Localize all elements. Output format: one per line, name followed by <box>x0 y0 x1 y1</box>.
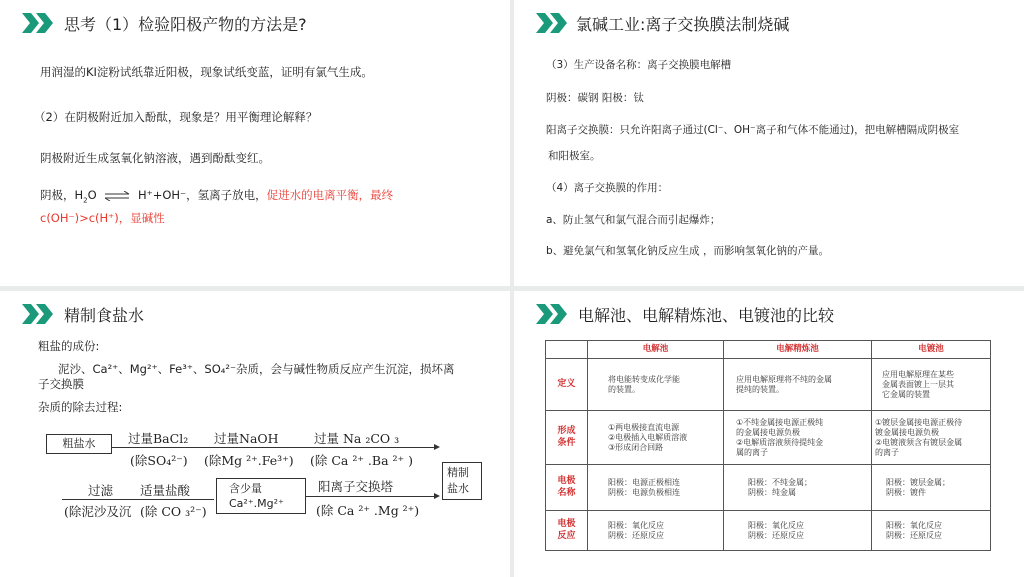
equation-products: H⁺+OH⁻，氢离子放电， <box>138 188 267 202</box>
text-line: （4）离子交换膜的作用： <box>546 182 669 194</box>
arrow-head-icon <box>434 444 440 450</box>
box-label: 精制 <box>447 466 469 479</box>
text-line: 和阳极室。 <box>548 150 601 162</box>
flow-arrow <box>200 447 302 448</box>
answer-text: 用润湿的KI淀粉试纸靠近阳极，现象试纸变蓝，证明有氯气生成。 <box>40 65 373 79</box>
panel-chlor-alkali <box>514 0 1024 286</box>
text-line: a、防止氢气和氯气混合而引起爆炸； <box>546 214 721 226</box>
step-purpose: (除Mg ²⁺.Fe³⁺) <box>204 453 294 468</box>
step-reagent: 过量NaOH <box>214 431 279 446</box>
table-row <box>546 411 991 465</box>
flow-arrow <box>302 447 434 448</box>
intermediate-box <box>216 478 306 514</box>
panel-title: 思考（1）检验阳极产物的方法是? <box>64 15 307 34</box>
text-line: 阴极：碳钢 阳极：钛 <box>546 92 644 104</box>
table-cell: 阳极：镀层金属； 阴极：镀件 <box>872 465 991 511</box>
table-cell: ①两电极接直流电源 ②电极插入电解质溶液 ③形成闭合回路 <box>588 411 724 465</box>
row-header: 定义 <box>546 359 588 411</box>
panel-cell-comparison <box>514 291 1024 577</box>
double-chevron-icon <box>536 13 570 33</box>
panel-title: 氯碱工业:离子交换膜法制烧碱 <box>576 15 790 34</box>
answer-text: 阴极附近生成氢氧化钠溶液，遇到酚酞变红。 <box>40 151 270 165</box>
step-purpose: (除SO₄²⁻) <box>130 453 188 468</box>
flow-arrow <box>306 496 434 497</box>
table-cell: 将电能转变成化学能 的装置。 <box>588 359 724 411</box>
step-reagent: 适量盐酸 <box>140 483 191 498</box>
corner-cell <box>546 341 588 359</box>
table-cell: 阳极：氧化反应 阴极：还原反应 <box>588 511 724 551</box>
table-cell: ①镀层金属接电源正极待 镀金属接电源负极 ②电镀液须含有镀层金属 的离子 <box>872 411 991 465</box>
row-header: 电极 名称 <box>546 465 588 511</box>
subscript: 2 <box>83 196 88 205</box>
row-header: 电极 反应 <box>546 511 588 551</box>
equation-o: O <box>87 188 97 202</box>
text-line: （3）生产设备名称：离子交换膜电解槽 <box>546 59 732 71</box>
step-reagent: 过滤 <box>88 483 114 498</box>
table-cell: 应用电解原理在某些 金属表面镀上一层其 它金属的装置 <box>872 359 991 411</box>
box-label: 盐水 <box>447 482 469 495</box>
double-chevron-icon <box>22 13 56 33</box>
panel-title: 电解池、电解精炼池、电镀池的比较 <box>578 306 835 325</box>
highlight-text: 促进水的电离平衡，最终 <box>266 188 394 202</box>
panel-brine-purification <box>0 291 510 577</box>
text-line: 粗盐的成份: <box>38 339 100 353</box>
step-reagent: 阳离子交换塔 <box>318 479 394 494</box>
column-header: 电解精炼池 <box>724 341 872 359</box>
table-row <box>546 511 991 551</box>
text-line: 子交换膜 <box>38 377 84 391</box>
refined-brine-box <box>442 462 482 500</box>
question-text: （2）在阴极附近加入酚酞，现象是？用平衡理论解释？ <box>34 110 318 124</box>
double-chevron-icon <box>22 304 56 324</box>
step-reagent: 过量BaCl₂ <box>128 431 189 446</box>
table-row <box>546 465 991 511</box>
row-header: 形成 条件 <box>546 411 588 465</box>
step-purpose: (除 Ca ²⁺ .Mg ²⁺) <box>316 503 420 518</box>
text-line: 泥沙、Ca²⁺、Mg²⁺、Fe³⁺、SO₄²⁻杂质，会与碱性物质反应产生沉淀，损坏离 <box>58 362 455 376</box>
table-header-row <box>546 341 991 359</box>
flow-arrow <box>62 499 136 500</box>
box-label: Ca²⁺.Mg²⁺ <box>229 497 284 510</box>
step-purpose: (除 Ca ²⁺ .Ba ²⁺ ) <box>310 453 413 468</box>
text-line: 阳离子交换膜：只允许阳离子通过(Cl⁻、OH⁻离子和气体不能通过)，把电解槽隔成阴极室 <box>546 124 960 136</box>
flow-arrow <box>112 447 200 448</box>
column-header: 电解池 <box>588 341 724 359</box>
equilibrium-equation <box>40 187 393 204</box>
table-cell: 阳极：电源正极相连 阴极：电源负极相连 <box>588 465 724 511</box>
step-reagent: 过量 Na ₂CO ₃ <box>314 431 400 446</box>
arrow-head-icon <box>434 493 440 499</box>
step-purpose: (除泥沙及沉 <box>64 504 132 519</box>
flow-arrow <box>136 499 214 500</box>
box-label: 含少量 <box>229 482 262 495</box>
text-line: b、避免氯气和氢氧化钠反应生成 ，而影响氢氧化钠的产量。 <box>546 245 830 257</box>
table-cell: ①不纯金属接电源正极纯 的金属接电源负极 ②电解质溶液须待提纯金 属的离子 <box>724 411 872 465</box>
raw-brine-box: 粗盐水 <box>46 434 112 454</box>
double-chevron-icon <box>536 304 570 324</box>
panel-title: 精制食盐水 <box>64 306 145 325</box>
comparison-table <box>545 340 991 551</box>
text-line: 杂质的除去过程: <box>38 400 123 414</box>
table-cell: 应用电解原理将不纯的金属 提纯的装置。 <box>724 359 872 411</box>
table-cell: 阳极：氧化反应 阴极：还原反应 <box>724 511 872 551</box>
column-header: 电镀池 <box>872 341 991 359</box>
equilibrium-arrow-icon <box>104 191 130 201</box>
highlight-text: c(OH⁻)>c(H⁺)，显碱性 <box>40 211 165 225</box>
equation-prefix: 阴极，H <box>40 188 84 202</box>
table-row <box>546 359 991 411</box>
step-purpose: (除 CO ₃²⁻) <box>140 504 207 519</box>
table-cell: 阳极：氧化反应 阴极：还原反应 <box>872 511 991 551</box>
table-cell: 阳极：不纯金属； 阴极：纯金属 <box>724 465 872 511</box>
panel-anode-product-test <box>0 0 510 286</box>
